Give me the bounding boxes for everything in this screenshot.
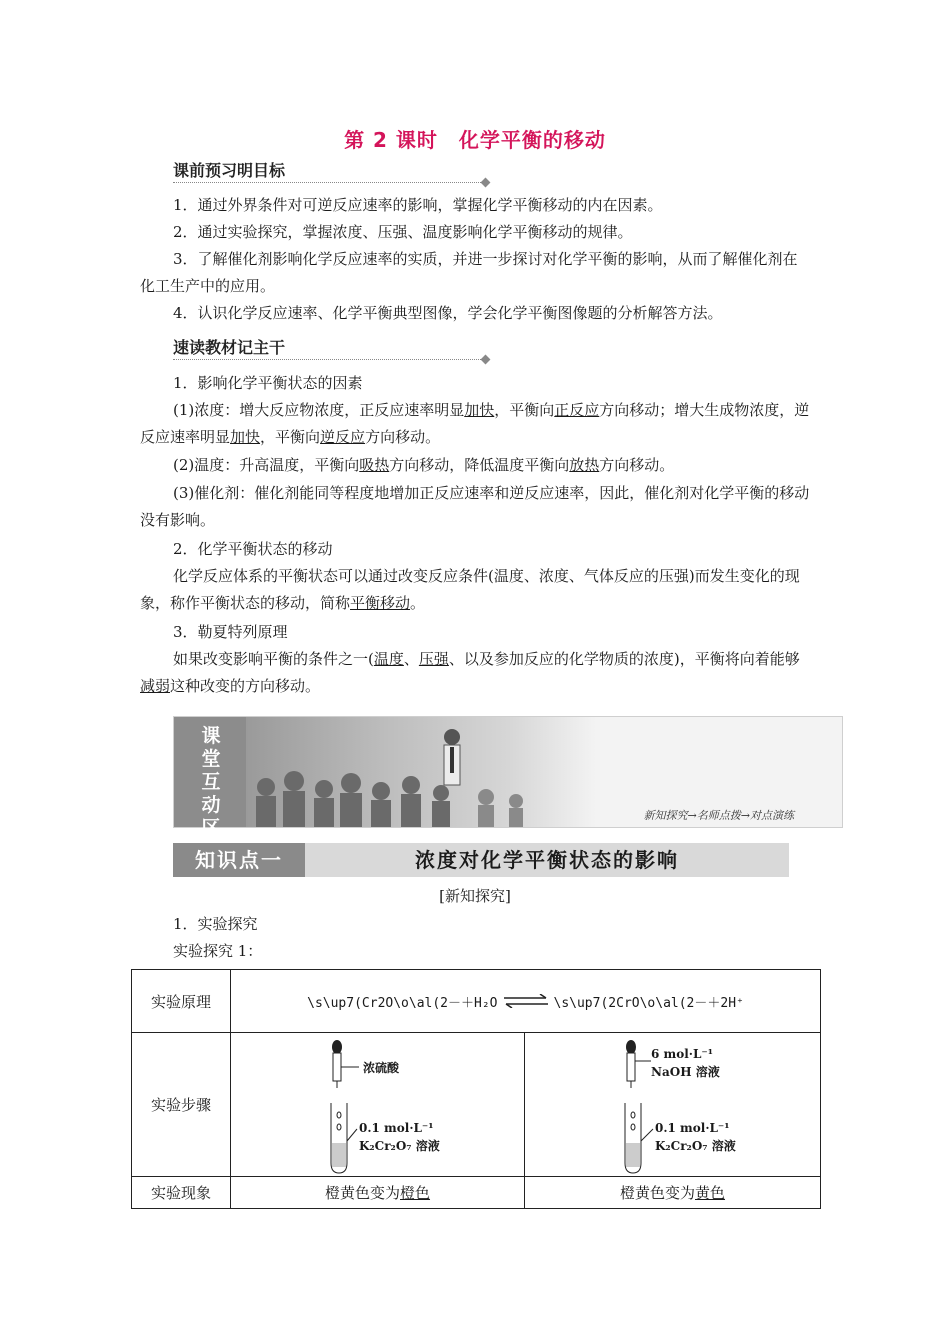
experiment-subtitle: 实验探究 1： [173,942,263,960]
section-divider [173,182,485,183]
blank-answer: 平衡移动 [350,594,411,612]
reagent-concentration: 6 mol·L⁻¹ [651,1047,713,1061]
solution-name: K₂Cr₂O₇ 溶液 [359,1139,440,1153]
concentration-paragraph: (1)浓度：增大反应物浓度，正反应速率明显加快，平衡向正反应方向移动；增大生成物浓度，逆反应速率明显加快，平衡向逆反应方向移动。 [140,401,810,446]
objective-item: 1．通过外界条件对可逆反应速率的影响，掌握化学平衡移动的内在因素。 [173,196,663,214]
knowledge-point-title: 浓度对化学平衡状态的影响 [415,848,679,872]
blank-answer: 正反应 [554,401,600,419]
page-title: 第 2 课时 化学平衡的移动 [344,128,606,152]
classroom-banner [173,716,843,839]
objective-item: 2．通过实验探究，掌握浓度、压强、温度影响化学平衡移动的规律。 [173,223,633,241]
blank-answer: 压强 [418,650,449,668]
section-heading-reading: 速读教材记主干 [173,338,286,357]
blank-answer: 逆反应 [320,428,366,446]
crowd-illustration [246,717,596,827]
reagent-label: 浓硫酸 [363,1061,400,1075]
table-row-label: 实验步骤 [150,1096,211,1114]
blank-answer: 温度 [373,650,404,668]
observation-left: 橙黄色变为 橙色 [324,1184,431,1202]
temperature-paragraph: (2)温度：升高温度，平衡向吸热方向移动，降低温度平衡向放热方向移动。 [173,456,675,474]
banner-vertical-title: 课 堂 互 动 区 [201,725,221,839]
dropper-tube-diagram [231,1033,524,1176]
blank-answer: 加快 [230,428,261,446]
shift-title: 2．化学平衡状态的移动 [173,540,333,558]
blank-answer: 橙色 [400,1184,431,1202]
factor-title: 1．影响化学平衡状态的因素 [173,374,363,392]
diamond-icon [481,355,491,365]
blank-answer: 加快 [464,401,495,419]
solution-concentration: 0.1 mol·L⁻¹ [655,1121,730,1135]
blank-answer: 黄色 [695,1184,726,1202]
observation-right: 橙黄色变为 黄色 [619,1184,726,1202]
lechatelier-title: 3．勒夏特列原理 [173,623,288,641]
knowledge-point-bar [173,843,789,877]
lechatelier-paragraph: 如果改变影响平衡的条件之一(温度、压强、以及参加反应的化学物质的浓度)，平衡将向着能够减弱这种改变的方向移动。 [140,650,800,695]
shift-paragraph: 化学反应体系的平衡状态可以通过改变反应条件(温度、浓度、气体反应的压强)而发生变化的现象，称作平衡状态的移动，简称平衡移动。 [140,567,800,612]
experiment-table [131,969,821,1209]
blank-answer: 减弱 [140,677,171,695]
equilibrium-arrow-icon [502,994,550,1008]
table-row-label: 实验原理 [150,992,211,1011]
diamond-icon [481,178,491,188]
reagent-label: NaOH 溶液 [651,1065,720,1079]
catalyst-paragraph: (3)催化剂：催化剂能同等程度地增加正反应速率和逆反应速率，因此，催化剂对化学平衡的移动没有影响。 [140,484,810,529]
table-row-label: 实验现象 [150,1184,211,1202]
objective-item: 4．认识化学反应速率、化学平衡典型图像，学会化学平衡图像题的分析解答方法。 [173,304,723,322]
banner-caption: 新知探究→名师点拨→对点演练 [643,809,794,822]
solution-concentration: 0.1 mol·L⁻¹ [359,1121,434,1135]
section-divider [173,359,485,360]
apparatus-left [231,1033,524,1176]
solution-name: K₂Cr₂O₇ 溶液 [655,1139,736,1153]
blank-answer: 吸热 [359,456,390,474]
experiment-title: 1．实验探究 [173,915,258,933]
section-heading-preview: 课前预习明目标 [173,161,286,180]
objective-item: 3．了解催化剂影响化学反应速率的实质，并进一步探讨对化学平衡的影响，从而了解催化剂在化工生产中的应用。 [140,250,798,295]
knowledge-point-tag: 知识点一 [173,843,305,877]
subhead: [新知探究] [439,887,511,905]
blank-answer: 放热 [569,456,600,474]
principle-equation: \s\up7(Cr2O\o\al(2－＋H₂O \s\up7(2CrO\o\al(2－＋2H⁺ [307,995,744,1011]
apparatus-right [525,1033,820,1176]
